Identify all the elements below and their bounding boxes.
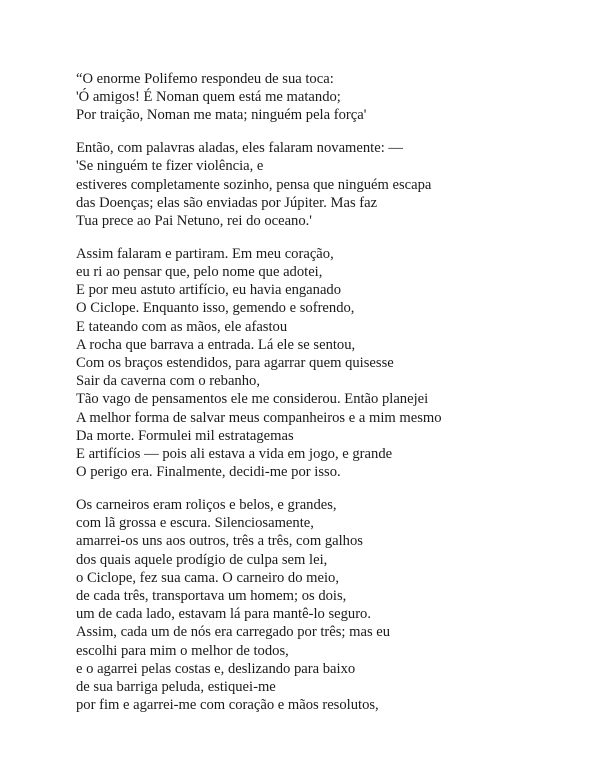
poem-line: o Ciclope, fez sua cama. O carneiro do meio,: [76, 569, 339, 586]
poem-line: Com os braços estendidos, para agarrar quem quisesse: [76, 355, 394, 372]
poem-line: um de cada lado, estavam lá para mantê-lo seguro.: [76, 606, 371, 623]
poem-line: eu ri ao pensar que, pelo nome que adotei,: [76, 264, 323, 281]
poem-line: O Ciclope. Enquanto isso, gemendo e sofrendo,: [76, 300, 355, 317]
poem-line: 'Ó amigos! É Noman quem está me matando;: [76, 89, 341, 106]
poem-line: Tão vago de pensamentos ele me considerou. Então planejei: [76, 391, 429, 408]
stanza-2: [76, 139, 576, 230]
stanza-4: [76, 496, 576, 714]
poem-line: Da morte. Formulei mil estratagemas: [76, 427, 294, 444]
poem-line: E tateando com as mãos, ele afastou: [76, 318, 288, 335]
poem-line: A rocha que barrava a entrada. Lá ele se sentou,: [76, 336, 356, 353]
stanza-3: [76, 245, 576, 482]
poem-line: Assim falaram e partiram. Em meu coração,: [76, 245, 334, 262]
poem-line: E por meu astuto artifício, eu havia enganado: [76, 282, 342, 299]
poem-line: dos quais aquele prodígio de culpa sem lei,: [76, 551, 328, 568]
poem-line: Assim, cada um de nós era carregado por três; mas eu: [76, 624, 391, 641]
poem-line: 'Se ninguém te fizer violência, e: [76, 158, 264, 175]
poem-line: E artifícios — pois ali estava a vida em jogo, e grande: [76, 446, 393, 463]
poem-line: O perigo era. Finalmente, decidi-me por isso.: [76, 464, 341, 481]
poem-line: amarrei-os uns aos outros, três a três, com galhos: [76, 533, 363, 550]
poem-text: [76, 70, 576, 714]
poem-line: de cada três, transportava um homem; os dois,: [76, 588, 347, 605]
poem-line: de sua barriga peluda, estiquei-me: [76, 679, 276, 696]
poem-line: Sair da caverna com o rebanho,: [76, 373, 260, 390]
poem-line: com lã grossa e escura. Silenciosamente,: [76, 515, 314, 532]
poem-line: escolhi para mim o melhor de todos,: [76, 642, 289, 659]
poem-line: “O enorme Polifemo respondeu de sua toca:: [76, 71, 334, 87]
poem-line: das Doenças; elas são enviadas por Júpiter. Mas faz: [76, 194, 378, 211]
stanza-1: [76, 70, 576, 125]
poem-line: por fim e agarrei-me com coração e mãos resolutos,: [76, 697, 379, 714]
poem-line: Os carneiros eram roliços e belos, e grandes,: [76, 497, 337, 514]
poem-line: Então, com palavras aladas, eles falaram novamente: —: [76, 140, 404, 157]
poem-line: Por traição, Noman me mata; ninguém pela força': [76, 107, 367, 124]
poem-line: estiveres completamente sozinho, pensa que ninguém escapa: [76, 176, 432, 193]
poem-line: Tua prece ao Pai Netuno, rei do oceano.': [76, 213, 312, 230]
poem-line: e o agarrei pelas costas e, deslizando para baixo: [76, 660, 356, 677]
poem-line: A melhor forma de salvar meus companheiros e a mim mesmo: [76, 409, 442, 426]
